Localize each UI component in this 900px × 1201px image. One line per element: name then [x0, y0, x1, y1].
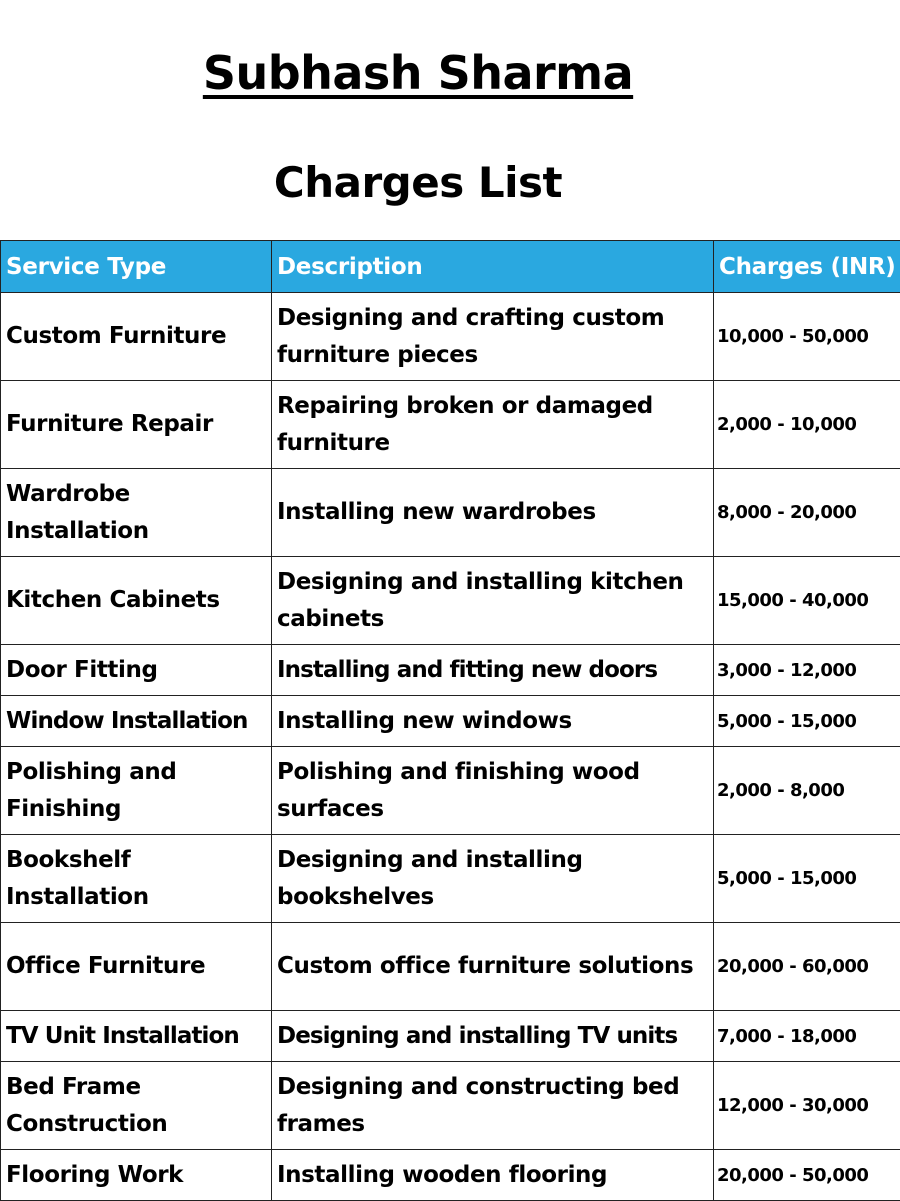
service-type-cell: Flooring Work — [1, 1150, 272, 1201]
table-row — [1, 1011, 900, 1062]
service-type-cell: Custom Furniture — [1, 293, 272, 381]
charges-cell: 12,000 - 30,000 — [714, 1062, 900, 1150]
service-type-cell: TV Unit Installation — [1, 1011, 272, 1062]
description-cell: Polishing and finishing wood surfaces — [272, 747, 714, 835]
table-row — [1, 1062, 900, 1150]
table-header-row — [1, 241, 900, 293]
description-cell: Designing and constructing bed frames — [272, 1062, 714, 1150]
service-type-cell: Polishing and Finishing — [1, 747, 272, 835]
charges-cell: 2,000 - 10,000 — [714, 381, 900, 469]
description-cell: Installing new wardrobes — [272, 469, 714, 557]
service-type-cell: Bed Frame Construction — [1, 1062, 272, 1150]
description-cell: Designing and installing bookshelves — [272, 835, 714, 923]
owner-name: Subhash Sharma — [0, 46, 836, 100]
description-cell: Repairing broken or damaged furniture — [272, 381, 714, 469]
charges-cell: 20,000 - 60,000 — [714, 923, 900, 1011]
table-row — [1, 557, 900, 645]
table-row — [1, 645, 900, 696]
service-type-cell: Bookshelf Installation — [1, 835, 272, 923]
service-type-cell: Door Fitting — [1, 645, 272, 696]
table-row — [1, 923, 900, 1011]
description-cell: Designing and installing TV units — [272, 1011, 714, 1062]
column-header-charges: Charges (INR) — [714, 241, 900, 293]
column-header-service-type: Service Type — [1, 241, 272, 293]
service-type-cell: Kitchen Cabinets — [1, 557, 272, 645]
description-cell: Installing new windows — [272, 696, 714, 747]
charges-cell: 7,000 - 18,000 — [714, 1011, 900, 1062]
table-row — [1, 835, 900, 923]
charges-cell: 10,000 - 50,000 — [714, 293, 900, 381]
charges-cell: 20,000 - 50,000 — [714, 1150, 900, 1201]
service-type-cell: Furniture Repair — [1, 381, 272, 469]
charges-cell: 8,000 - 20,000 — [714, 469, 900, 557]
table-row — [1, 469, 900, 557]
description-cell: Designing and crafting custom furniture pieces — [272, 293, 714, 381]
page-title: Charges List — [0, 158, 836, 207]
description-cell: Custom office furniture solutions — [272, 923, 714, 1011]
charges-cell: 15,000 - 40,000 — [714, 557, 900, 645]
description-cell: Designing and installing kitchen cabinets — [272, 557, 714, 645]
service-type-cell: Window Installation — [1, 696, 272, 747]
charges-cell: 3,000 - 12,000 — [714, 645, 900, 696]
charges-table — [0, 240, 900, 1201]
column-header-description: Description — [272, 241, 714, 293]
table-row — [1, 1150, 900, 1201]
table-row — [1, 696, 900, 747]
description-cell: Installing and fitting new doors — [272, 645, 714, 696]
table-row — [1, 293, 900, 381]
description-cell: Installing wooden flooring — [272, 1150, 714, 1201]
table-row — [1, 381, 900, 469]
charges-cell: 5,000 - 15,000 — [714, 835, 900, 923]
charges-cell: 5,000 - 15,000 — [714, 696, 900, 747]
service-type-cell: Office Furniture — [1, 923, 272, 1011]
charges-cell: 2,000 - 8,000 — [714, 747, 900, 835]
table-row — [1, 747, 900, 835]
service-type-cell: Wardrobe Installation — [1, 469, 272, 557]
